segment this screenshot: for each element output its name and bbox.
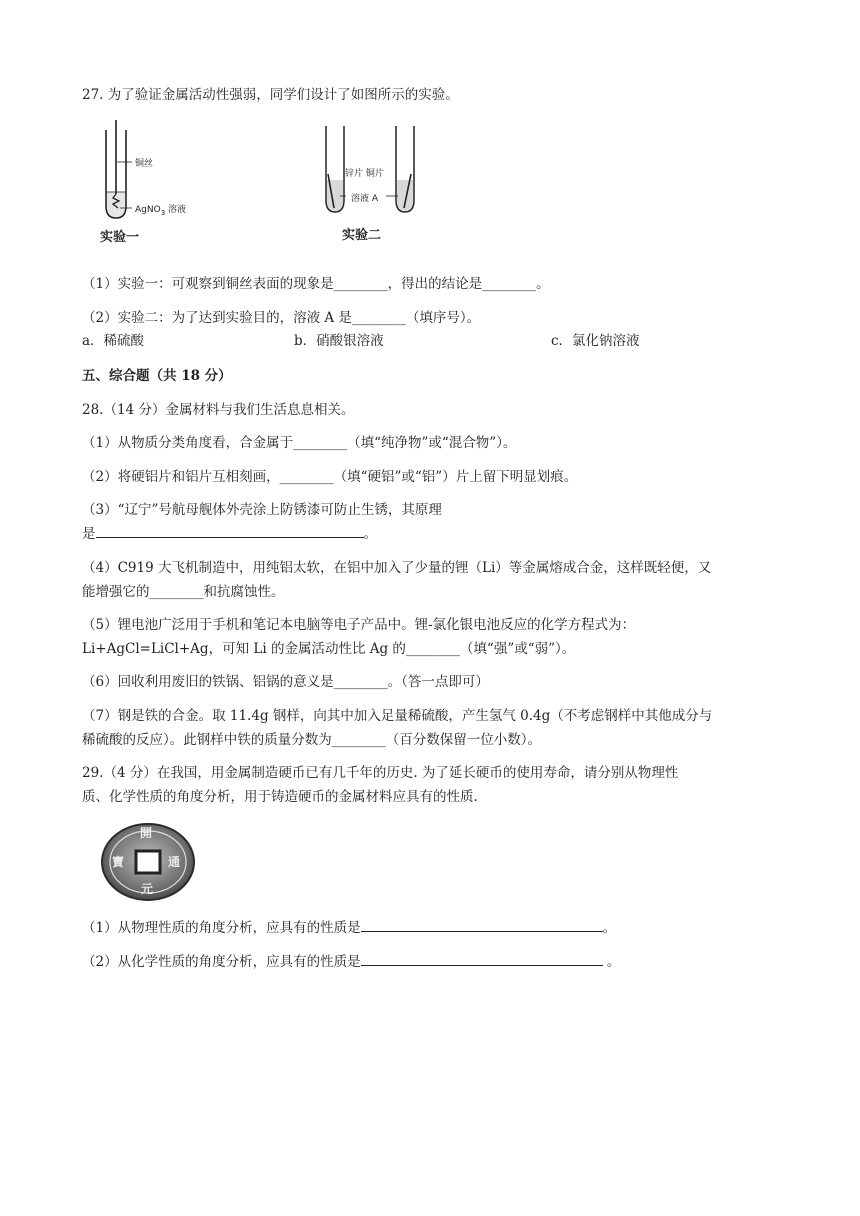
coin-char-top: 開 (140, 826, 153, 840)
q29-part1: （1）从物理性质的角度分析，应具有的性质是 。 (82, 920, 617, 936)
experiment-two-figure (318, 124, 428, 246)
q28-part3: （3）“辽宁”号航母舰体外壳涂上防锈漆可防止生锈，其原理 (82, 502, 442, 518)
experiment-one-figure (92, 118, 232, 246)
q28-part6: （6）回收利用废旧的铁锅、铝锅的意义是________。（答一点即可） (82, 674, 489, 690)
q28-part3-continued: 是 。 (82, 526, 377, 542)
q27-part1: （1）实验一：可观察到铜丝表面的现象是________，得出的结论是________。 (82, 276, 550, 292)
section-five-title: 五、综合题（共 18 分） (82, 368, 232, 384)
q27-option-a: a．稀硫酸 (82, 333, 145, 349)
label-copper-wire: 铜丝 (135, 159, 154, 169)
label-silver-nitrate-solution: AgNO$_3$ 溶液 (135, 205, 187, 217)
q27-option-c: c．氯化钠溶液 (551, 333, 640, 349)
q28-part7: （7）钢是铁的合金。取 11.4g 钢样，向其中加入足量稀硫酸，产生氢气 0.4g（不考虑钢样中其他成分与 (82, 708, 713, 724)
q29-part1-answer-blank[interactable] (361, 919, 603, 932)
q27-option-b: b．硝酸银溶液 (294, 333, 384, 349)
q27-stem: 27. 为了验证金属活动性强弱，同学们设计了如图所示的实验。 (82, 87, 459, 103)
q29-stem-continued: 质、化学性质的角度分析，用于铸造硬币的金属材料应具有的性质. (82, 789, 478, 805)
coin-char-right: 通 (168, 855, 181, 869)
q28-part4: （4）C919 大飞机制造中，用纯铝太软，在铝中加入了少量的锂（Li）等金属熔成合金，这样既轻便，又 (82, 560, 712, 576)
ancient-coin-image (100, 822, 196, 902)
q29-stem: 29.（4 分）在我国，用金属制造硬币已有几千年的历史. 为了延长硬币的使用寿命，请分别从物理性 (82, 765, 679, 781)
q28-part1: （1）从物质分类角度看，合金属于________（填“纯净物”或“混合物”）。 (82, 435, 517, 451)
coin-char-left: 寶 (112, 855, 125, 869)
label-solution-a: 溶液 A (351, 194, 379, 204)
caption-experiment-one: 实验一 (100, 230, 140, 245)
q27-part2: （2）实验二：为了达到实验目的，溶液 A 是________（填序号）。 (82, 310, 481, 326)
q28-stem: 28.（14 分）金属材料与我们生活息息相关。 (82, 402, 355, 418)
q28-part4-continued: 能增强它的________和抗腐蚀性。 (82, 584, 285, 600)
q29-part2: （2）从化学性质的角度分析，应具有的性质是 。 (82, 954, 621, 970)
label-zinc-copper-plates: 锌片 铜片 (345, 169, 384, 179)
q29-part2-answer-blank[interactable] (361, 953, 603, 966)
q28-part5-continued: Li+AgCl=LiCl+Ag，可知 Li 的金属活动性比 Ag 的________（填“强”或“弱”）。 (82, 641, 576, 657)
q28-part3-answer-blank[interactable] (96, 525, 364, 538)
coin-char-bottom: 元 (141, 882, 154, 896)
q28-part2: （2）将硬铝片和铝片互相刻画，________（填“硬铝”或“铝”）片上留下明显划痕。 (82, 469, 578, 485)
q28-part5: （5）锂电池广泛用于手机和笔记本电脑等电子产品中。锂-氯化银电池反应的化学方程式为： (82, 617, 636, 633)
q28-part7-continued: 稀硫酸的反应）。此钢样中铁的质量分数为________（百分数保留一位小数）。 (82, 732, 541, 748)
caption-experiment-two: 实验二 (342, 228, 382, 243)
